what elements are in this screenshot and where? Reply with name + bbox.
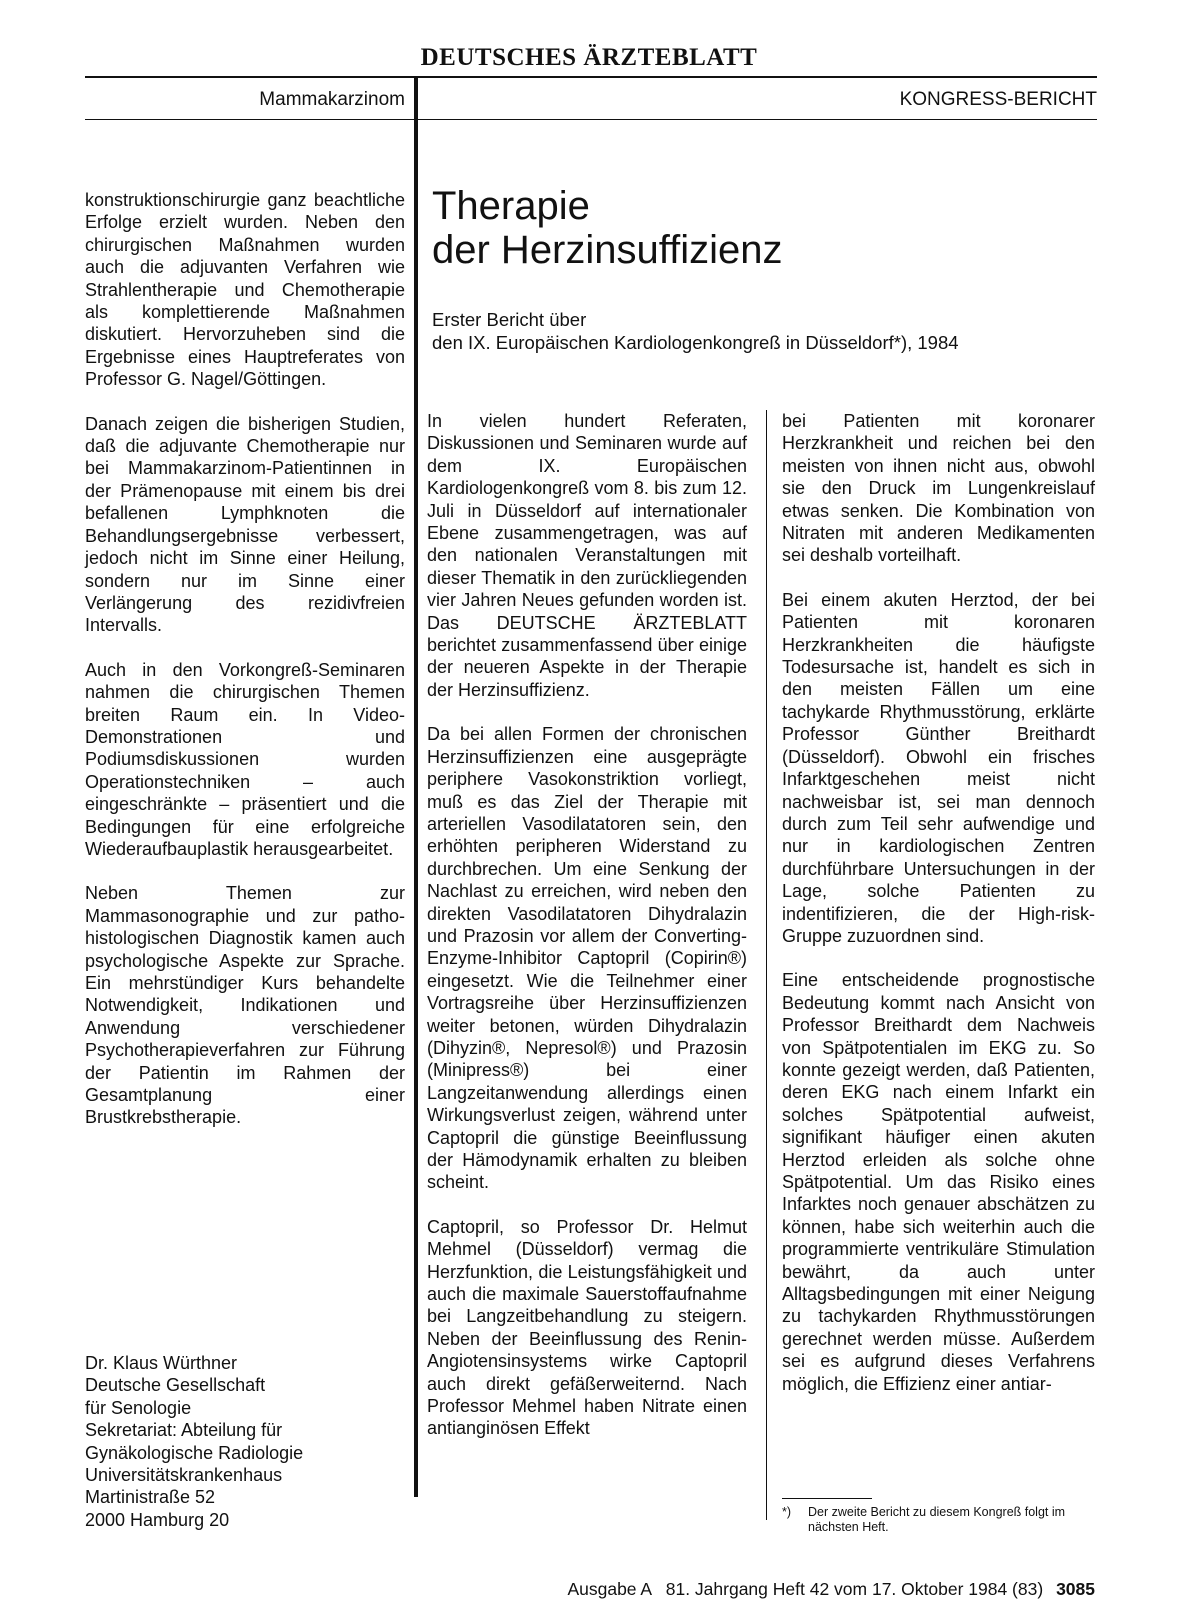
address-line: 2000 Hamburg 20 xyxy=(85,1509,230,1530)
title-line: Therapie xyxy=(432,184,590,228)
address-line: Sekretariat: Abteilung für xyxy=(85,1420,283,1441)
inner-column-divider xyxy=(766,410,767,1520)
author-address xyxy=(85,1352,405,1531)
page-footer xyxy=(480,1578,1095,1600)
address-line: Universitätskrankenhaus xyxy=(85,1465,283,1486)
paragraph: Da bei allen Formen der chronischen Herzinsuffizienzen eine ausgeprägte periphere Vasokonstriktion vorliegt, muß es das Ziel der Therapie mit arteriellen Vasodilatatoren sein, den erhöhten peripheren Widerstand zu durchbrechen. Um eine Senkung der Nachlast zu erreichen, wird neben den direkten Vasodilatatoren Dihydralazin und Prazosin vor allem der Converting-Enzyme-Inhibitor Captopril (Copirin®) eingesetzt. Wie die Teilnehmer einer Vortragsreihe über Herzinsuffizienzen weiter betonen, würden Dihydralazin (Dihyzin®, Nepresol®) und Prazosin (Minipress®) bei einer Langzeitanwendung allerdings einen Wirkungsverlust zeigen, während unter Captopril die günstige Beeinflussung der Hämodynamik erhalten zu bleiben scheint. xyxy=(427,724,747,1193)
subtitle-line: den IX. Europäischen Kardiologenkongreß in Düsseldorf*), 1984 xyxy=(432,332,959,353)
footnote-text: Der zweite Bericht zu diesem Kongreß folgt im nächsten Heft. xyxy=(808,1505,1066,1534)
address-line: Martinistraße 52 xyxy=(85,1487,216,1508)
subtitle-line: Erster Bericht über xyxy=(432,309,587,330)
paragraph: konstruktionschirurgie ganz beachtliche Erfolge erzielt wurden. Neben den chirurgischen Maßnahmen wurden auch die adjuvanten Verfahren wie Strahlentherapie und Chemotherapie als komplettierende Maßnahmen diskutiert. Hervorzuheben sind die Ergebnisse eines Hauptreferates von Professor G. Nagel/Göttingen. xyxy=(85,190,405,390)
footnote-mark: *) xyxy=(782,1505,792,1519)
paragraph: Bei einem akuten Herztod, der bei Patienten mit koronaren Herzkrankheiten die häufigste Todesursache ist, handelt es sich in den meisten Fällen um eine tachykarde Rhythmusstörung, erklärte Professor Günther Breithardt (Düsseldorf). Obwohl ein frisches Infarktgeschehen meist nicht nachweisbar ist, sei man dennoch durch zum Teil sehr aufwendige und nur in kardiologischen Zentren durchführbare Untersuchungen in der Lage, solche Patienten zu indentifizieren, die der High-risk-Gruppe zuzuordnen sind. xyxy=(782,589,1095,946)
section-rule xyxy=(85,119,1097,120)
address-line: für Senologie xyxy=(85,1397,192,1418)
title-line: der Herzinsuffizienz xyxy=(432,228,783,272)
paragraph: Eine entscheidende prognostische Bedeutung kommt nach Ansicht von Professor Breithardt dem Nachweis von Spätpotentialen im EKG zu. So konnte gezeigt werden, daß Patienten, deren EKG nach einem Infarkt ein solches Spätpotential aufweist, signifikant häufiger einen akuten Herztod erleiden als solche ohne Spätpotential. Um das Risiko eines Infarktes noch genauer abschätzen zu können, habe sich weiterhin auch die programmierte ventrikuläre Stimulation bewährt, da auch unter Alltagsbedingungen mit einer Neigung zu tachykarden Rhythmusstörungen gerechnet werden müsse. Außerdem sei es aufgrund dieses Verfahrens möglich, die Effizienz einer antiar- xyxy=(782,970,1095,1394)
paragraph: In vielen hundert Referaten, Diskussionen und Seminaren wurde auf dem IX. Europäischen Kardiologenkongreß vom 8. bis zum 12. Juli in Düsseldorf auf internationaler Ebene zusammengetragen, was auf den nationalen Veranstaltungen mit dieser Thematik in den zurückliegenden vier Jahren Neues gefunden worden ist. Das DEUTSCHE ÄRZTEBLATT berichtet zusammenfassend über einige der neueren Aspekte in der Therapie der Herzinsuffizienz. xyxy=(427,411,747,700)
masthead: DEUTSCHES ÄRZTEBLATT xyxy=(420,44,758,71)
article-title xyxy=(432,184,1092,272)
paragraph: Auch in den Vorkongreß-Seminaren nahmen die chirurgischen Themen breiten Raum ein. In Video-Demonstrationen und Podiumsdiskussionen wurden Operationstechniken – auch eingeschränkte – präsentiert und die Bedingungen für eine erfolgreiche Wiederaufbauplastik herausgearbeitet. xyxy=(85,659,405,859)
section-label-right: KONGRESS-BERICHT xyxy=(899,89,1097,110)
header-rule xyxy=(85,76,1097,78)
section-label-left: Mammakarzinom xyxy=(259,89,405,110)
issue-info: Ausgabe A 81. Jahrgang Heft 42 vom 17. Oktober 1984 (83) xyxy=(567,1579,1044,1599)
address-line: Gynäkologische Radiologie xyxy=(85,1442,304,1463)
paragraph: Captopril, so Professor Dr. Helmut Mehmel (Düsseldorf) vermag die Herzfunktion, die Leistungsfähigkeit und auch die maximale Sauerstoffaufnahme bei Langzeitbehandlung zu steigern. Neben der Beeinflussung des Renin-Angiotensinsystems wirke Captopril auch direkt gefäßerweiternd. Nach Professor Mehmel haben Nitrate einen antianginösen Effekt xyxy=(427,1216,747,1439)
paragraph: Danach zeigen die bisherigen Studien, daß die adjuvante Chemotherapie nur bei Mammakarzinom-Patientinnen in der Prämenopause mit einem bis drei befallenen Lymphknoten die Behandlungsergebnisse verbessert, jedoch nicht im Sinne einer Heilung, sondern nur im Sinne einer Verlängerung des rezidivfreien Intervalls. xyxy=(85,413,405,636)
address-line: Deutsche Gesellschaft xyxy=(85,1375,266,1396)
address-line: Dr. Klaus Würthner xyxy=(85,1353,238,1373)
right-column xyxy=(782,410,1095,1417)
paragraph: bei Patienten mit koronarer Herzkrankheit und reichen bei den meisten von ihnen nicht aus, obwohl sie den Druck im Lungenkreislauf etwas senken. Die Kombination von Nitraten mit anderen Medikamenten sei deshalb vorteilhaft. xyxy=(782,411,1095,566)
footnote xyxy=(782,1505,1095,1535)
footnote-rule xyxy=(782,1498,872,1499)
column-divider xyxy=(414,77,418,1497)
page-number: 3085 xyxy=(1056,1579,1095,1599)
article-subtitle xyxy=(432,308,1092,354)
middle-column xyxy=(427,410,747,1462)
paragraph: Neben Themen zur Mammasonographie und zur patho-histologischen Diagnostik kamen auch psychologische Aspekte zur Sprache. Ein mehrstündiger Kurs behandelte Notwendigkeit, Indikationen und Anwendung verschiedener Psychotherapieverfahren zur Führung der Patientin im Rahmen der Gesamtplanung einer Brustkrebstherapie. xyxy=(85,883,405,1128)
left-column xyxy=(85,189,405,1151)
